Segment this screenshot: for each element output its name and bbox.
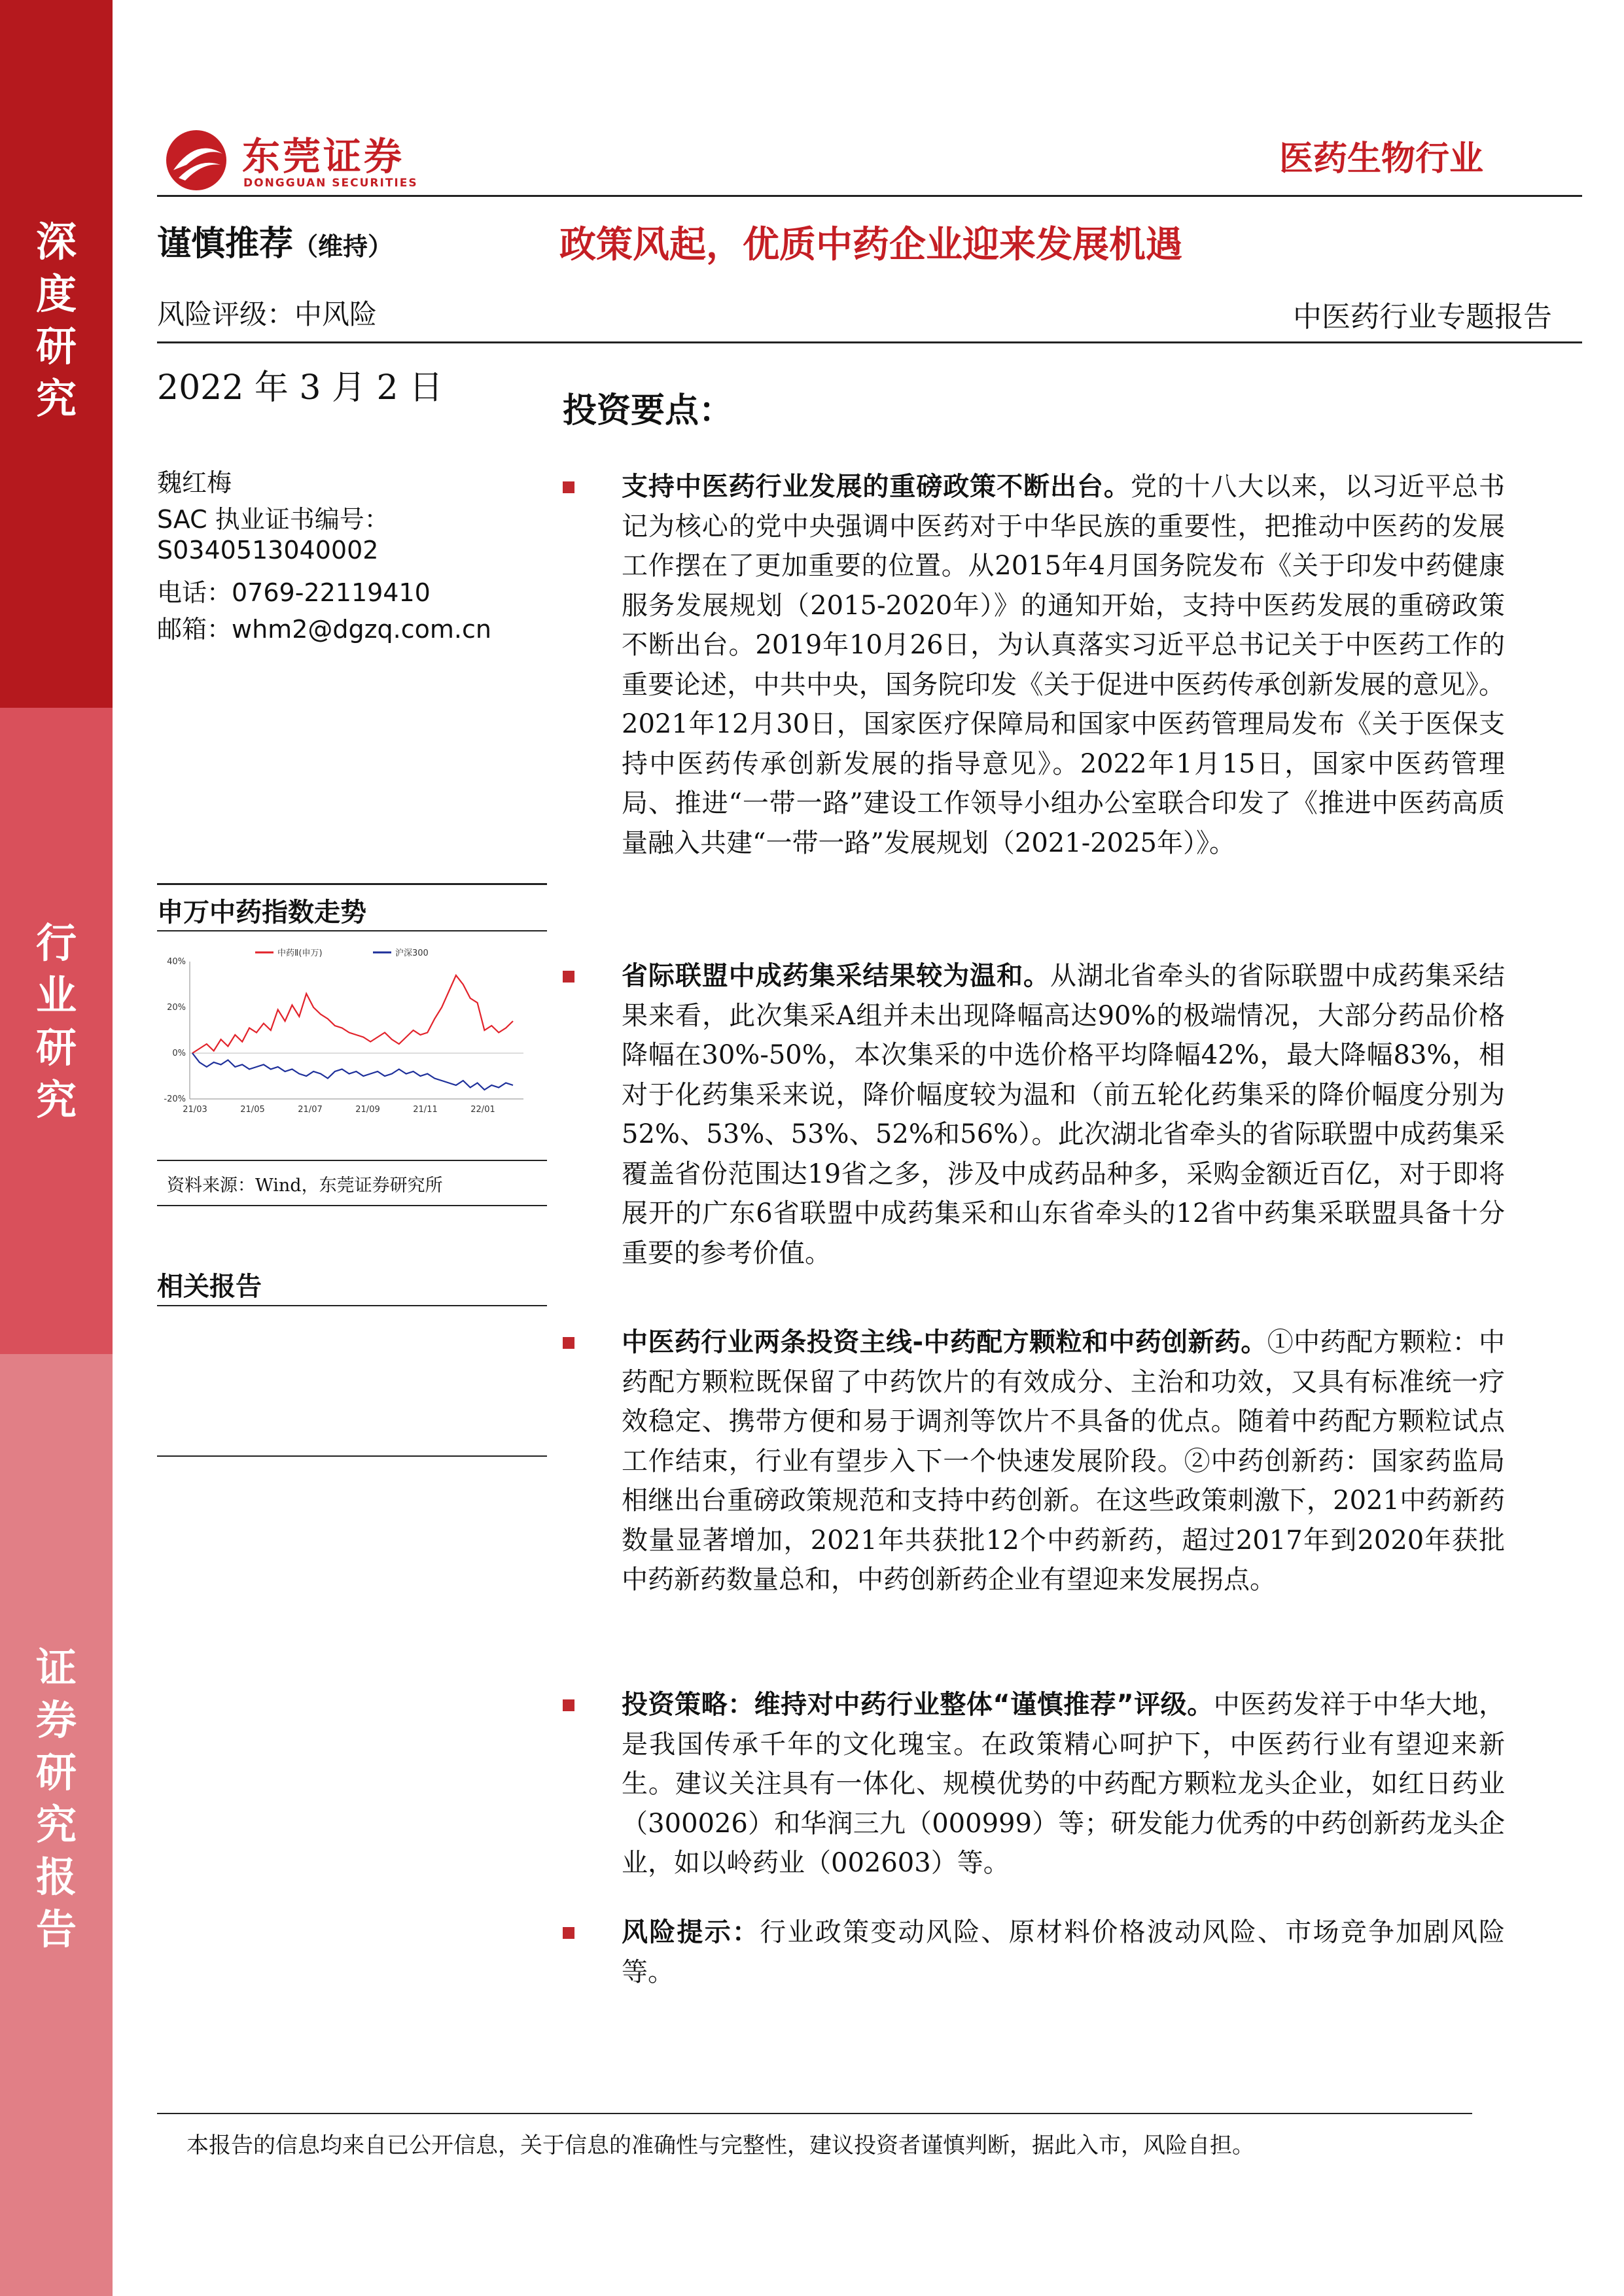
logo-name-en: DONGGUAN SECURITIES xyxy=(243,177,418,190)
footer-disclaimer-text: 本报告的信息均来自已公开信息，关于信息的准确性与完整性，建议投资者谨慎判断，据此入市，风险自担。 xyxy=(186,2132,1254,2159)
x-tick-label: 22/01 xyxy=(470,1105,495,1115)
index-trend-chart xyxy=(157,942,543,1132)
bullet-body: 中医药发祥于中华大地，是我国传承千年的文化瑰宝。在政策精心呵护下，中医药行业有望迎来新生。建议关注具有一体化、规模优势的中药配方颗粒龙头企业，如红日药业（300026）和华润三九（000999）等；研发能力优秀的中药创新药龙头企业，如以岭药业（002603）等。 xyxy=(622,1690,1506,1878)
bullet-heading: 投资策略：维持对中药行业整体“谨慎推荐”评级。 xyxy=(622,1690,1214,1720)
bullet-investment-lines xyxy=(563,1323,1505,1600)
x-tick-label: 21/03 xyxy=(183,1105,207,1115)
chart-panel-footer-rule xyxy=(157,1205,547,1206)
chart-source: 资料来源：Wind，东莞证券研究所 xyxy=(167,1175,443,1196)
bullet-body: 行业政策变动风险、原材料价格波动风险、市场竞争加剧风险等。 xyxy=(622,1917,1506,1987)
bullet-heading: 风险提示： xyxy=(622,1917,760,1947)
report-title: 政策风起，优质中药企业迎来发展机遇 xyxy=(559,224,1182,266)
report-date: 2022 年 3 月 2 日 xyxy=(157,368,444,408)
bullet-heading: 省际联盟中成药集采结果较为温和。 xyxy=(622,961,1050,991)
bullet-square-icon xyxy=(563,1927,574,1939)
bullet-square-icon xyxy=(563,481,574,493)
sidebar-label-securities xyxy=(36,1642,77,1956)
bullet-square-icon xyxy=(563,1337,574,1349)
x-tick-label: 21/09 xyxy=(355,1105,380,1115)
bullet-strategy xyxy=(563,1685,1505,1883)
rating-value: 谨慎推荐 xyxy=(157,224,294,264)
bullet-heading: 中医药行业两条投资主线-中药配方颗粒和中药创新药。 xyxy=(622,1327,1267,1357)
y-tick-label: 0% xyxy=(172,1049,186,1058)
header-divider xyxy=(157,195,1582,197)
analyst-name: 魏红梅 xyxy=(157,468,232,497)
industry-label: 医药生物行业 xyxy=(1279,139,1483,179)
sidebar-label-deep xyxy=(36,216,77,425)
report-subtitle: 中医药行业专题报告 xyxy=(1293,300,1552,334)
sidebar-segment-securities xyxy=(0,1354,113,2296)
title-divider xyxy=(157,341,1582,343)
x-tick-label: 21/05 xyxy=(240,1105,265,1115)
related-top-rule xyxy=(157,1305,547,1306)
sidebar-char: 证 xyxy=(35,1644,77,1692)
bullet-body: 党的十八大以来，以习近平总书记为核心的党中央强调中医药对于中华民族的重要性，把推动中医药的发展工作摆在了更加重要的位置。从2015年4月国务院发布《关于印发中药健康服务发展规划（2015-2020年）》的通知开始，支持中医药发展的重磅政策不断出台。2019年10月26日，为认真落实习近平总书记关于中医药工作的重要论述，中共中央，国务院印发《关于促进中医药传承创新发展的意见》。2021年12月30日，国家医疗保障局和国家中医药管理局发布《关于医保支持中医药传承创新发展的指导意见》。2022年1月15日，国家中医药管理局、推进“一带一路”建设工作领导小组办公室联合印发了《推进中医药高质量融入共建“一带一路”发展规划（2021-2025年）》。 xyxy=(622,472,1505,858)
footer-disclaimer xyxy=(186,2127,1338,2164)
sidebar-segment-deep xyxy=(0,0,113,708)
sidebar-char: 研 xyxy=(35,1024,77,1071)
analyst-sac-number: S0340513040002 xyxy=(157,536,379,565)
bullet-body: 从湖北省牵头的省际联盟中成药集采结果来看，此次集采A组并未出现降幅高达90%的极端情况，大部分药品价格降幅在30%-50%，本次集采的中选价格平均降幅42%，最大降幅83%，相对于化药集采来说，降价幅度较为温和（前五轮化药集采的降价幅度分别为52%、53%、53%、52%和56%）。此次湖北省牵头的省际联盟中成药集采覆盖省份范围达19省之多，涉及中成药品种多，采购金额近百亿，对于即将展开的广东6省联盟中成药集采和山东省牵头的12省中药集采联盟具备十分重要的参考价值。 xyxy=(622,961,1505,1268)
related-reports-title: 相关报告 xyxy=(157,1272,262,1302)
sidebar-char: 究 xyxy=(35,1076,77,1124)
invest-points-title: 投资要点： xyxy=(563,391,733,430)
series-line-0 xyxy=(192,975,513,1053)
sidebar-char: 业 xyxy=(35,971,77,1019)
bullet-heading: 支持中医药行业发展的重磅政策不断出台。 xyxy=(622,472,1131,502)
chart-panel-top-rule xyxy=(157,883,547,885)
legend-label: 沪深300 xyxy=(395,948,429,958)
analyst-phone: 电话：0769-22119410 xyxy=(157,578,431,607)
analyst-email-link[interactable]: whm2@dgzq.com.cn xyxy=(232,615,491,644)
chart-panel-bottom-rule xyxy=(157,1160,547,1161)
x-tick-label: 21/07 xyxy=(298,1105,323,1115)
footer-divider xyxy=(157,2113,1472,2114)
logo-name-cn: 东莞证券 xyxy=(242,134,405,179)
logo-mark-icon xyxy=(160,124,232,196)
chart-panel-mid-rule xyxy=(157,930,547,931)
risk-rating: 风险评级：中风险 xyxy=(157,298,378,330)
bullet-square-icon xyxy=(563,1699,574,1711)
sidebar-char: 券 xyxy=(35,1696,77,1744)
analyst-sac-label: SAC 执业证书编号： xyxy=(157,505,389,534)
bullet-policy xyxy=(563,467,1505,863)
sidebar-char: 研 xyxy=(35,322,77,370)
sidebar-segment-industry xyxy=(0,708,113,1354)
y-tick-label: -20% xyxy=(164,1094,186,1104)
rating-note: （维持） xyxy=(293,232,393,261)
company-logo xyxy=(160,124,232,199)
bullet-body: ①中药配方颗粒：中药配方颗粒既保留了中药饮片的有效成分、主治和功效，又具有标准统一疗效稳定、携带方便和易于调剂等饮片不具备的优点。随着中药配方颗粒试点工作结束，行业有望步入下一个快速发展阶段。②中药创新药：国家药监局相继出台重磅政策规范和支持中药创新。在这些政策刺激下，2021中药新药数量显著增加，2021年共获批12个中药新药，超过2017年到2020年获批中药新药数量总和，中药创新药企业有望迎来发展拐点。 xyxy=(622,1327,1505,1595)
x-tick-label: 21/11 xyxy=(413,1105,438,1115)
series-line-1 xyxy=(192,1053,513,1090)
sidebar-char: 究 xyxy=(35,1801,77,1849)
sidebar-char: 行 xyxy=(35,919,77,967)
rating-main xyxy=(157,216,393,265)
analyst-email-row xyxy=(157,609,491,645)
legend-label: 中药Ⅱ(申万) xyxy=(277,948,323,958)
bullet-square-icon xyxy=(563,971,574,983)
bullet-risk xyxy=(563,1913,1505,1992)
sidebar-char: 度 xyxy=(35,270,77,318)
sidebar-char: 报 xyxy=(35,1853,77,1901)
y-tick-label: 20% xyxy=(167,1003,186,1013)
sidebar-char: 究 xyxy=(35,375,77,423)
analyst-email-label: 邮箱： xyxy=(157,615,232,644)
y-tick-label: 40% xyxy=(167,957,186,967)
bullet-procurement xyxy=(563,956,1505,1273)
chart-panel-title: 申万中药指数走势 xyxy=(157,897,366,928)
sidebar-char: 研 xyxy=(35,1748,77,1796)
related-bottom-rule xyxy=(157,1455,547,1457)
sidebar-char: 深 xyxy=(35,218,77,266)
sidebar-label-industry xyxy=(36,917,77,1126)
sidebar-char: 告 xyxy=(35,1905,77,1953)
